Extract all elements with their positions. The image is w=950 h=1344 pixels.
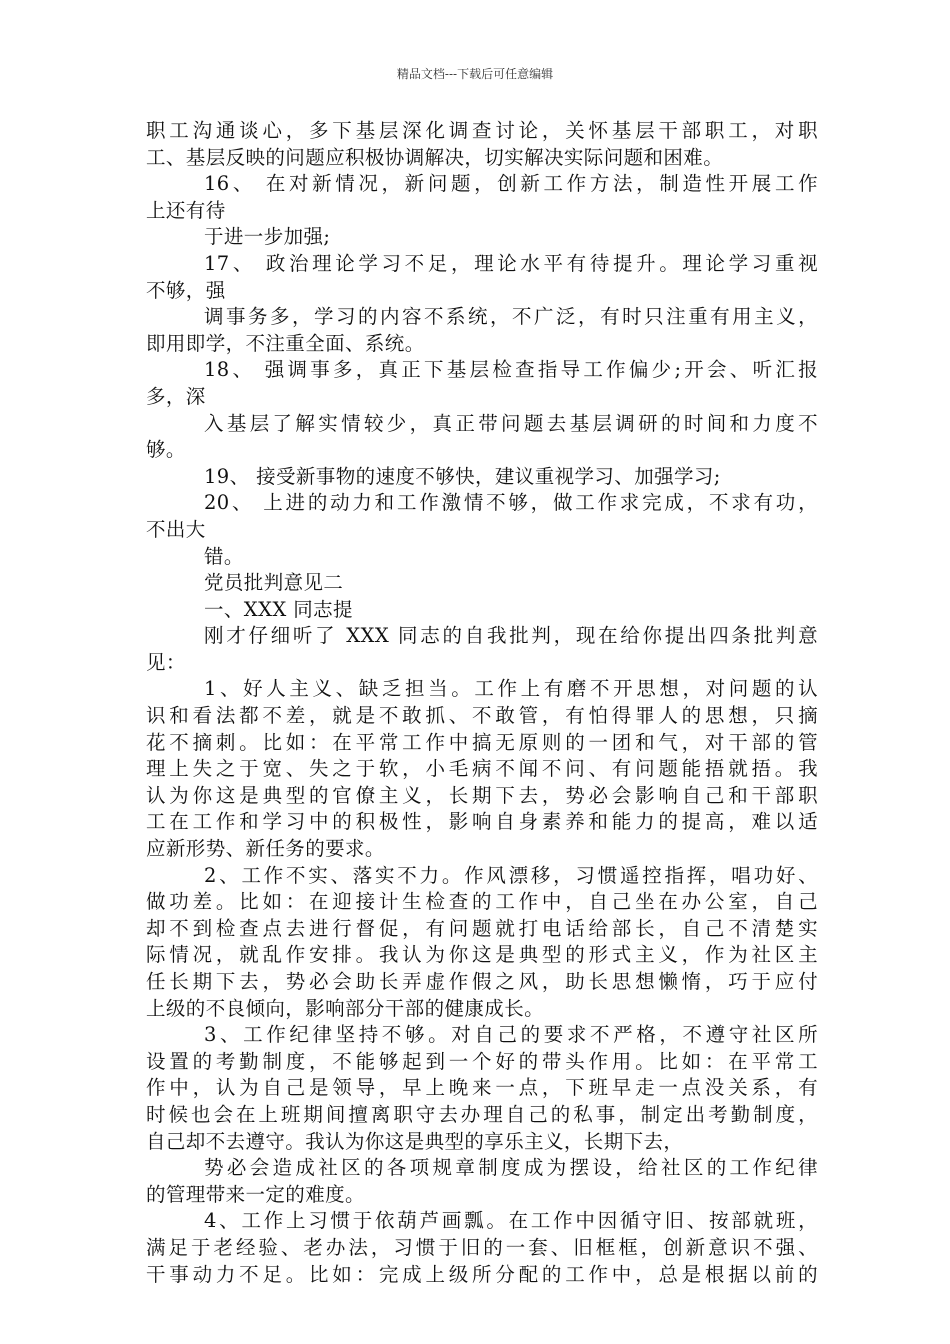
text-line: 一、XXX 同志提 [204, 597, 353, 621]
text-line: 2、工作不实、落实不力。作风漂移，习惯遥控指挥，唱功好、 [204, 863, 818, 887]
document-body [146, 118, 818, 1288]
text-line: 任长期下去，势必会助长弄虚作假之风，助长思想懒惰，巧于应付 [146, 970, 818, 993]
text-line: 即用即学，不注重全面、系统。 [146, 331, 425, 355]
text-line: 认为你这是典型的官僚主义，长期下去，势必会影响自己和干部职 [146, 783, 818, 807]
text-line: 上级的不良倾向，影响部分干部的健康成长。 [146, 996, 545, 1020]
text-line: 调事务多，学习的内容不系统，不广泛，有时只注重有用主义， [204, 305, 818, 329]
text-line: 多，深 [146, 384, 206, 408]
text-line: 做功差。比如：在迎接计生检查的工作中，自己坐在办公室，自己 [146, 890, 818, 914]
text-line: 理上失之于宽、失之于软，小毛病不闻不问、有问题能捂就捂。我 [146, 757, 818, 781]
text-line: 花不摘刺。比如：在平常工作中搞无原则的一团和气，对干部的管 [146, 730, 818, 754]
text-line: 满足于老经验、老办法，习惯于旧的一套、旧框框，创新意识不强、 [146, 1235, 818, 1259]
text-line: 16、 在对新情况，新问题，创新工作方法，制造性开展工作 [204, 172, 818, 196]
text-line: 作中，认为自己是领导，早上晚来一点，下班早走一点没关系，有 [146, 1076, 818, 1100]
text-line: 不够，强 [146, 278, 226, 302]
text-line: 自己却不去遵守。我认为你这是典型的享乐主义，长期下去， [146, 1129, 684, 1153]
text-line: 却不到检查点去进行督促，有问题就打电话给部长，自己不清楚实 [146, 916, 818, 940]
text-line: 设置的考勤制度，不能够起到一个好的带头作用。比如：在平常工 [146, 1049, 818, 1073]
text-line: 见： [146, 650, 186, 674]
text-line: 识和看法都不差，就是不敢抓、不敢管，有怕得罪人的思想，只摘 [146, 704, 818, 728]
text-line: 于进一步加强; [204, 225, 331, 249]
text-line: 势必会造成社区的各项规章制度成为摆设，给社区的工作纪律 [204, 1156, 818, 1180]
text-line: 工、基层反映的问题应积极协调解决，切实解决实际问题和困难。 [146, 145, 724, 169]
text-line: 够。 [146, 438, 186, 462]
text-line: 1、好人主义、缺乏担当。工作上有磨不开思想，对问题的认 [204, 677, 818, 701]
text-line: 18、 强调事多，真正下基层检查指导工作偏少;开会、听汇报 [204, 358, 818, 382]
text-line: 际情况，就乱作安排。我认为你这是典型的形式主义，作为社区主 [146, 943, 818, 967]
text-line: 工在工作和学习中的积极性，影响自身素养和能力的提高，难以适 [146, 810, 818, 834]
text-line: 刚才仔细听了 XXX 同志的自我批判，现在给你提出四条批判意 [204, 624, 818, 648]
text-line: 错。 [204, 544, 244, 568]
text-line: 不出大 [146, 517, 206, 541]
text-line: 上还有待 [146, 198, 226, 222]
text-line: 的管理带来一定的难度。 [146, 1182, 365, 1206]
text-line: 应新形势、新任务的要求。 [146, 837, 385, 861]
text-line: 干事动力不足。比如：完成上级所分配的工作中，总是根据以前的 [146, 1262, 818, 1286]
text-line: 职工沟通谈心，多下基层深化调查讨论，关怀基层干部职工，对职 [146, 119, 818, 142]
text-line: 19、 接受新事物的速度不够快，建议重视学习、加强学习; [204, 464, 721, 488]
text-line: 17、 政治理论学习不足，理论水平有待提升。理论学习重视 [204, 251, 818, 275]
text-line: 4、工作上习惯于依葫芦画瓢。在工作中因循守旧、按部就班， [204, 1209, 818, 1233]
text-line: 20、 上进的动力和工作激情不够，做工作求完成，不求有功， [204, 491, 818, 515]
text-line: 入基层了解实情较少，真正带问题去基层调研的时间和力度不 [204, 411, 818, 435]
page-header-watermark: 精品文档---下载后可任意编辑 [396, 67, 554, 81]
text-line: 时候也会在上班期间擅离职守去办理自己的私事，制定出考勤制度， [146, 1102, 818, 1126]
text-line: 3、工作纪律坚持不够。对自己的要求不严格，不遵守社区所 [204, 1023, 818, 1047]
text-line: 党员批判意见二 [204, 571, 344, 595]
